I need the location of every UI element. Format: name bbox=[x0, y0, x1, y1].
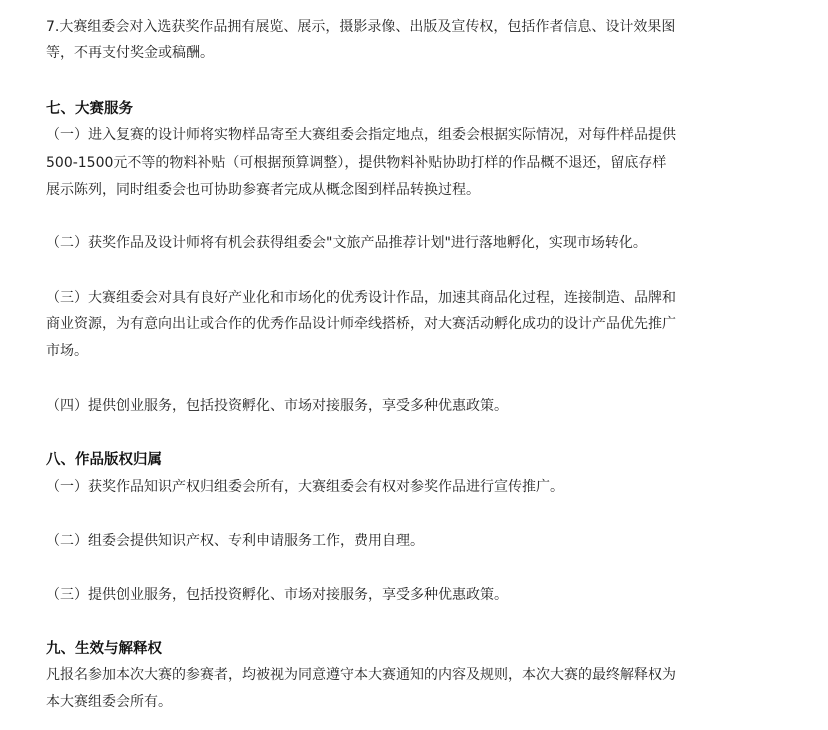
section-7-paragraph-4-line-1: （四）提供创业服务，包括投资孵化、市场对接服务，享受多种优惠政策。 bbox=[46, 398, 508, 414]
section-8-paragraph-2-line-1: （二）组委会提供知识产权、专利申请服务工作，费用自理。 bbox=[46, 533, 424, 549]
item-7-text-line-2: 等，不再支付奖金或稿酬。 bbox=[46, 45, 214, 61]
section-8-paragraph-3-line-1: （三）提供创业服务，包括投资孵化、市场对接服务，享受多种优惠政策。 bbox=[46, 587, 508, 603]
section-7-paragraph-3-line-3: 市场。 bbox=[46, 343, 88, 359]
section-7-paragraph-1-line-3: 展示陈列，同时组委会也可协助参赛者完成从概念图到样品转换过程。 bbox=[46, 182, 480, 198]
item-7-text-line-1: 7.大赛组委会对入选获奖作品拥有展览、展示，摄影录像、出版及宣传权，包括作者信息、设计效果图 bbox=[46, 19, 676, 35]
section-7-paragraph-2-line-1: （二）获奖作品及设计师将有机会获得组委会"文旅产品推荐计划"进行落地孵化，实现市场转化。 bbox=[46, 235, 647, 251]
section-8-heading: 八、作品版权归属 bbox=[46, 452, 162, 468]
section-7-paragraph-1-line-2: 500-1500元不等的物料补贴（可根据预算调整），提供物料补贴协助打样的作品概不退还，留底存样 bbox=[46, 155, 667, 171]
section-8-paragraph-1-line-1: （一）获奖作品知识产权归组委会所有，大赛组委会有权对参奖作品进行宣传推广。 bbox=[46, 479, 564, 495]
section-7-paragraph-1-line-1: （一）进入复赛的设计师将实物样品寄至大赛组委会指定地点，组委会根据实际情况，对每件样品提供 bbox=[46, 127, 676, 143]
section-7-heading: 七、大赛服务 bbox=[46, 101, 133, 117]
section-7-paragraph-3-line-1: （三）大赛组委会对具有良好产业化和市场化的优秀设计作品，加速其商品化过程，连接制造、品牌和 bbox=[46, 290, 676, 306]
section-9-paragraph-1-line-1: 凡报名参加本次大赛的参赛者，均被视为同意遵守本大赛通知的内容及规则，本次大赛的最终解释权为 bbox=[46, 667, 676, 683]
section-9-heading: 九、生效与解释权 bbox=[46, 641, 162, 657]
section-7-paragraph-3-line-2: 商业资源，为有意向出让或合作的优秀作品设计师牵线搭桥，对大赛活动孵化成功的设计产品优先推广 bbox=[46, 316, 676, 332]
section-9-paragraph-1-line-2: 本大赛组委会所有。 bbox=[46, 694, 172, 710]
